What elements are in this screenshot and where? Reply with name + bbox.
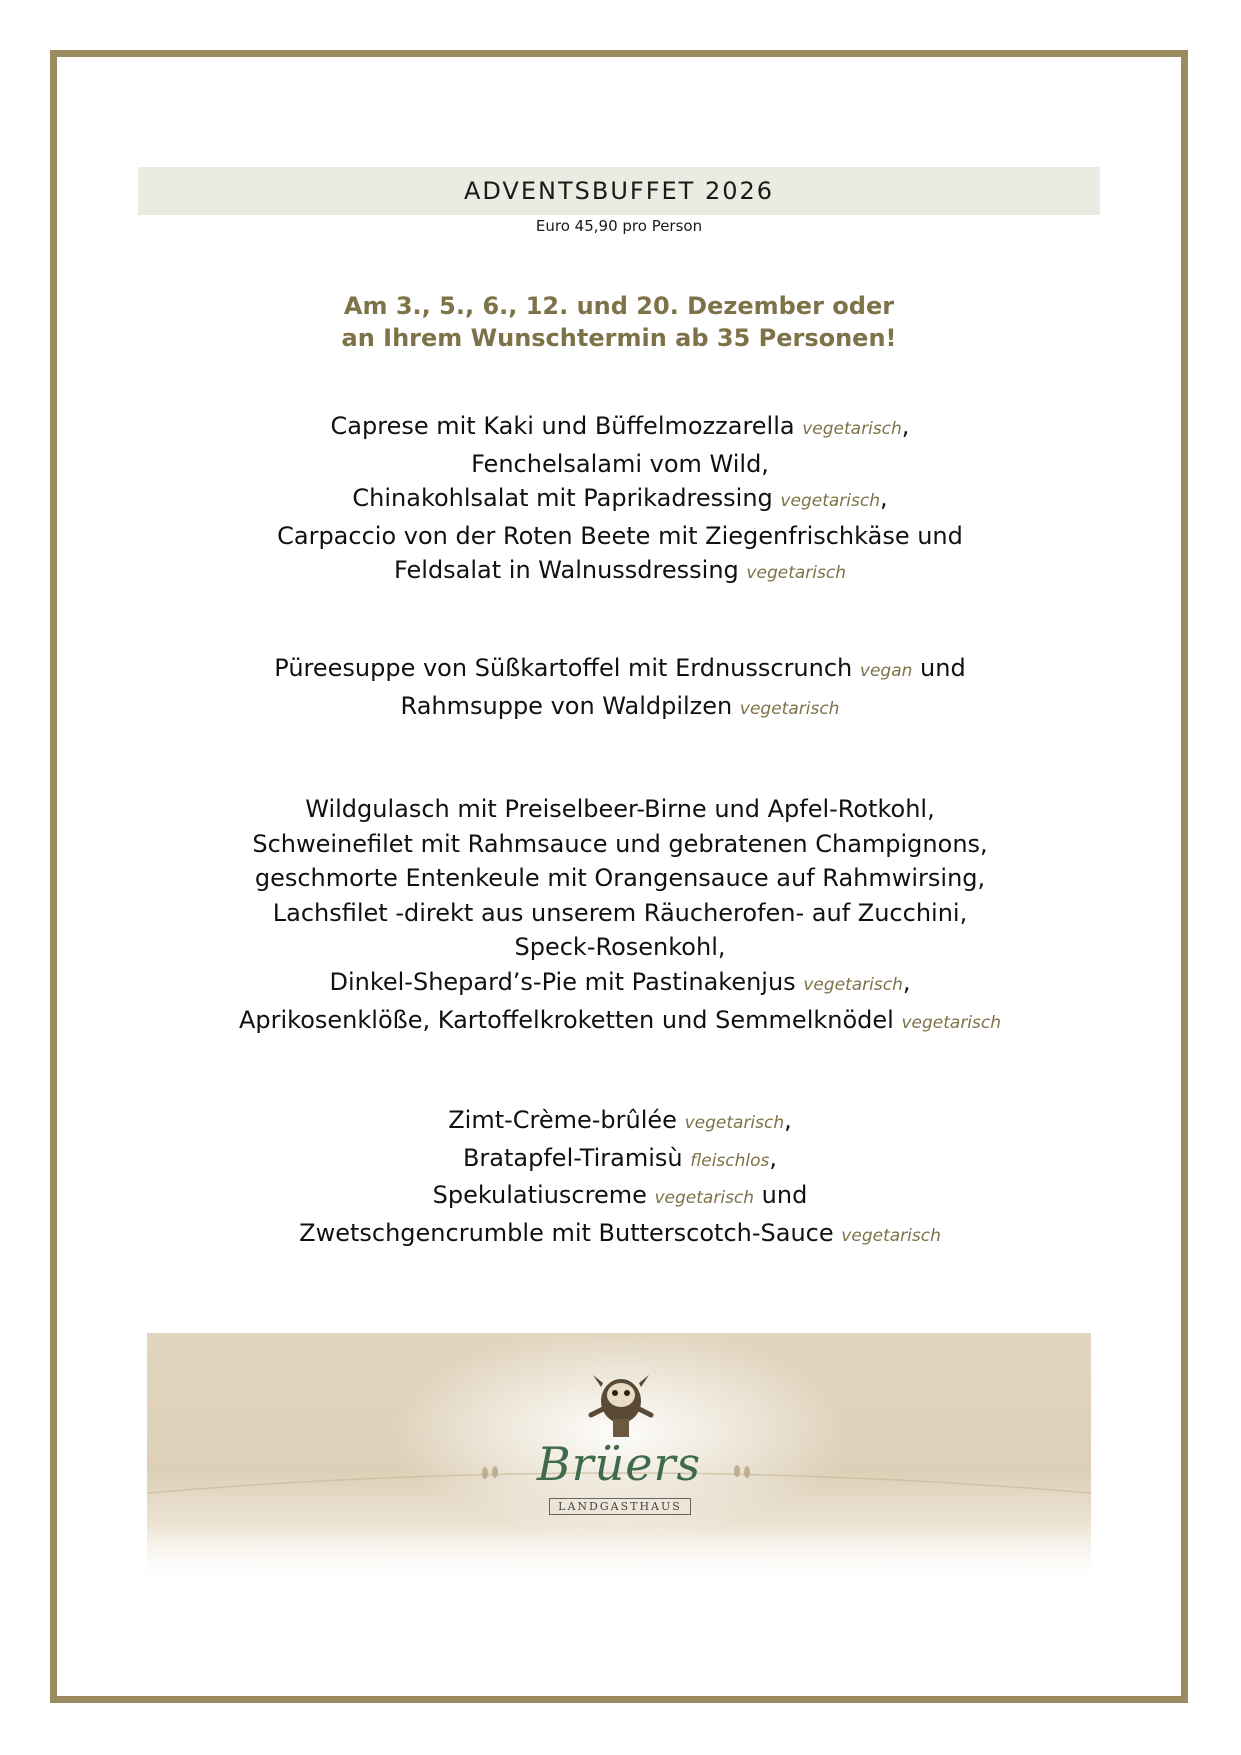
diet-tag: vegetarisch bbox=[739, 698, 840, 719]
diet-tag: fleischlos bbox=[690, 1150, 770, 1171]
menu-item bbox=[120, 1003, 1120, 1041]
dish-text: Caprese mit Kaki und Büffelmozzarella bbox=[330, 412, 795, 440]
diet-tag: vegetarisch bbox=[654, 1188, 755, 1209]
logo-banner bbox=[147, 1333, 1091, 1586]
diet-tag: vegan bbox=[859, 661, 913, 681]
dish-suffix: , bbox=[784, 1106, 792, 1134]
menu-item bbox=[120, 965, 1120, 1003]
dish-text: Rahmsuppe von Waldpilzen bbox=[400, 691, 733, 720]
dish-suffix: , bbox=[901, 412, 910, 440]
course-starters bbox=[120, 409, 1120, 591]
dish-text: Chinakohlsalat mit Paprikadressing bbox=[352, 484, 773, 513]
menu-item bbox=[120, 447, 1120, 482]
menu-item bbox=[120, 1178, 1120, 1216]
dish-text: Dinkel-Shepard’s-Pie mit Pastinakenjus bbox=[329, 967, 796, 996]
dish-text: Schweinefilet mit Rahmsauce und gebratenen Champignons, bbox=[252, 829, 988, 858]
date-announcement bbox=[138, 290, 1100, 354]
diet-tag: vegetarisch bbox=[841, 1225, 941, 1246]
menu-item bbox=[120, 651, 1120, 689]
menu-item bbox=[120, 1216, 1120, 1254]
dish-text: Lachsfilet -direkt aus unserem Räucherofen- auf Zucchini, bbox=[272, 898, 968, 927]
menu-item bbox=[120, 861, 1120, 896]
menu-item bbox=[120, 553, 1120, 591]
dish-text: Aprikosenklöße, Kartoffelkroketten und Semmelknödel bbox=[238, 1005, 894, 1034]
dish-text: Spekulatiuscreme bbox=[432, 1181, 647, 1210]
menu-item bbox=[120, 896, 1120, 931]
logo-subtitle: LANDGASTHAUS bbox=[549, 1498, 691, 1515]
dish-suffix: , bbox=[902, 967, 911, 996]
menu-item bbox=[120, 930, 1120, 965]
dish-text: Zimt-Crème-brûlée bbox=[448, 1106, 677, 1134]
menu-item bbox=[120, 409, 1120, 447]
menu-item bbox=[120, 481, 1120, 519]
dish-suffix: und bbox=[912, 654, 966, 682]
course-soups bbox=[120, 651, 1120, 726]
date-line-2: an Ihrem Wunschtermin ab 35 Personen! bbox=[341, 324, 897, 352]
dish-text: geschmorte Entenkeule mit Orangensauce auf Rahmwirsing, bbox=[254, 864, 986, 893]
course-desserts bbox=[120, 1103, 1120, 1253]
title-bar bbox=[138, 167, 1100, 215]
diet-tag: vegetarisch bbox=[803, 974, 903, 995]
dish-suffix: , bbox=[879, 484, 888, 513]
menu-item bbox=[120, 1103, 1120, 1141]
diet-tag: vegetarisch bbox=[802, 419, 902, 439]
dish-text: Wildgulasch mit Preiselbeer-Birne und Apfel-Rotkohl, bbox=[305, 795, 935, 823]
dish-text: Püreesuppe von Süßkartoffel mit Erdnusscrunch bbox=[274, 654, 853, 682]
diet-tag: vegetarisch bbox=[684, 1113, 785, 1133]
price-per-person: Euro 45,90 pro Person bbox=[535, 217, 703, 235]
menu-item bbox=[120, 792, 1120, 827]
menu-item bbox=[120, 827, 1120, 862]
dish-text: Feldsalat in Walnussdressing bbox=[394, 556, 739, 585]
menu-title: ADVENTSBUFFET 2026 bbox=[463, 177, 775, 205]
dish-text: Fenchelsalami vom Wild, bbox=[471, 449, 769, 478]
diet-tag: vegetarisch bbox=[746, 563, 846, 584]
dish-text: Zwetschgencrumble mit Butterscotch-Sauce bbox=[299, 1218, 834, 1247]
dish-suffix: , bbox=[769, 1143, 778, 1172]
logo-name: Brüers bbox=[536, 1437, 702, 1491]
date-line-1: Am 3., 5., 6., 12. und 20. Dezember oder bbox=[343, 292, 895, 320]
diet-tag: vegetarisch bbox=[901, 1012, 1002, 1033]
menu-item bbox=[120, 689, 1120, 727]
menu-item bbox=[120, 1141, 1120, 1179]
menu-item bbox=[120, 519, 1120, 554]
course-mains bbox=[120, 792, 1120, 1040]
dish-suffix: und bbox=[754, 1181, 808, 1210]
dish-text: Bratapfel-Tiramisù bbox=[462, 1143, 683, 1172]
dish-text: Speck-Rosenkohl, bbox=[514, 933, 726, 962]
diet-tag: vegetarisch bbox=[780, 491, 880, 512]
dish-text: Carpaccio von der Roten Beete mit Ziegenfrischkäse und bbox=[277, 521, 963, 550]
